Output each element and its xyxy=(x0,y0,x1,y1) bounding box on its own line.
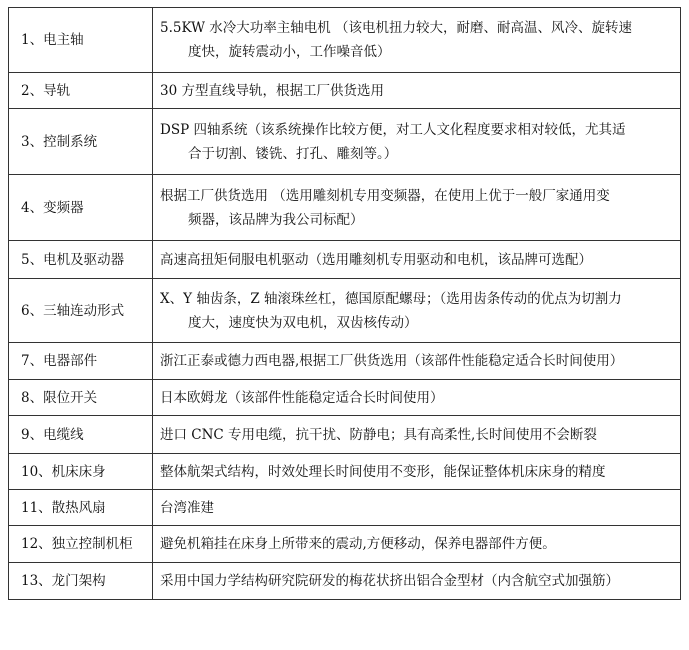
row-description xyxy=(153,175,681,241)
row-description xyxy=(153,490,681,526)
row-description xyxy=(153,343,681,380)
table-row xyxy=(9,526,681,563)
spec-table xyxy=(8,7,681,600)
row-label: 13、龙门架构 xyxy=(9,563,153,600)
description-line: DSP 四轴系统（该系统操作比较方便，对工人文化程度要求相对较低，尤其适 xyxy=(160,121,626,138)
row-label: 9、电缆线 xyxy=(9,416,153,454)
row-description xyxy=(153,109,681,175)
row-label: 3、控制系统 xyxy=(9,109,153,175)
description-line: 避免机箱挂在床身上所带来的震动,方便移动，保养电器部件方便。 xyxy=(160,536,556,552)
description-line: 根据工厂供货选用 （选用雕刻机专用变频器，在使用上优于一般厂家通用变 xyxy=(160,187,610,204)
description-line: 30 方型直线导轨，根据工厂供货选用 xyxy=(160,82,384,99)
row-description xyxy=(153,8,681,73)
description-line: 浙江正泰或德力西电器,根据工厂供货选用（该部件性能稳定适合长时间使用） xyxy=(160,353,624,369)
table-row xyxy=(9,109,681,175)
table-row xyxy=(9,175,681,241)
description-line: 采用中国力学结构研究院研发的梅花状挤出铝合金型材（内含航空式加强筋） xyxy=(160,573,619,589)
row-description xyxy=(153,73,681,109)
description-line: 度大，速度快为双电机，双齿核传动） xyxy=(188,314,418,331)
description-line: 进口 CNC 专用电缆，抗干扰、防静电；具有高柔性,长时间使用不会断裂 xyxy=(160,426,597,443)
row-description xyxy=(153,380,681,416)
table-row xyxy=(9,73,681,109)
row-description xyxy=(153,416,681,454)
row-label: 6、三轴连动形式 xyxy=(9,279,153,343)
row-description xyxy=(153,241,681,279)
row-label: 10、机床床身 xyxy=(9,454,153,490)
row-description xyxy=(153,454,681,490)
table-row xyxy=(9,490,681,526)
description-line: 整体航架式结构，时效处理长时间使用不变形，能保证整体机床床身的精度 xyxy=(160,463,606,480)
row-label: 11、散热风扇 xyxy=(9,490,153,526)
description-line: 高速高扭矩伺服电机驱动（选用雕刻机专用驱动和电机，该品牌可选配） xyxy=(160,251,592,268)
row-description xyxy=(153,526,681,563)
description-line: 日本欧姆龙（该部件性能稳定适合长时间使用） xyxy=(160,389,444,406)
description-line: 台湾准建 xyxy=(160,499,214,516)
row-description xyxy=(153,563,681,600)
description-line: 度快，旋转震动小，工作噪音低） xyxy=(188,44,391,60)
table-row xyxy=(9,380,681,416)
row-label: 2、导轨 xyxy=(9,73,153,109)
row-label: 12、独立控制机柜 xyxy=(9,526,153,563)
table-row xyxy=(9,241,681,279)
row-description xyxy=(153,279,681,343)
row-label: 5、电机及驱动器 xyxy=(9,241,153,279)
table-row xyxy=(9,279,681,343)
table-row xyxy=(9,343,681,380)
spec-table-body xyxy=(9,8,681,600)
row-label: 4、变频器 xyxy=(9,175,153,241)
row-label: 1、电主轴 xyxy=(9,8,153,73)
row-label: 7、电器部件 xyxy=(9,343,153,380)
table-row xyxy=(9,8,681,73)
table-row xyxy=(9,416,681,454)
description-line: 5.5KW 水冷大功率主轴电机 （该电机扭力较大，耐磨、耐高温、风冷、旋转速 xyxy=(160,20,633,36)
table-row xyxy=(9,454,681,490)
description-line: X、Y 轴齿条，Z 轴滚珠丝杠，德国原配螺母；（选用齿条传动的优点为切割力 xyxy=(160,290,622,307)
description-line: 频器，该品牌为我公司标配） xyxy=(188,211,364,228)
description-line: 合于切割、镂铣、打孔、雕刻等。） xyxy=(188,145,398,162)
table-row xyxy=(9,563,681,600)
row-label: 8、限位开关 xyxy=(9,380,153,416)
